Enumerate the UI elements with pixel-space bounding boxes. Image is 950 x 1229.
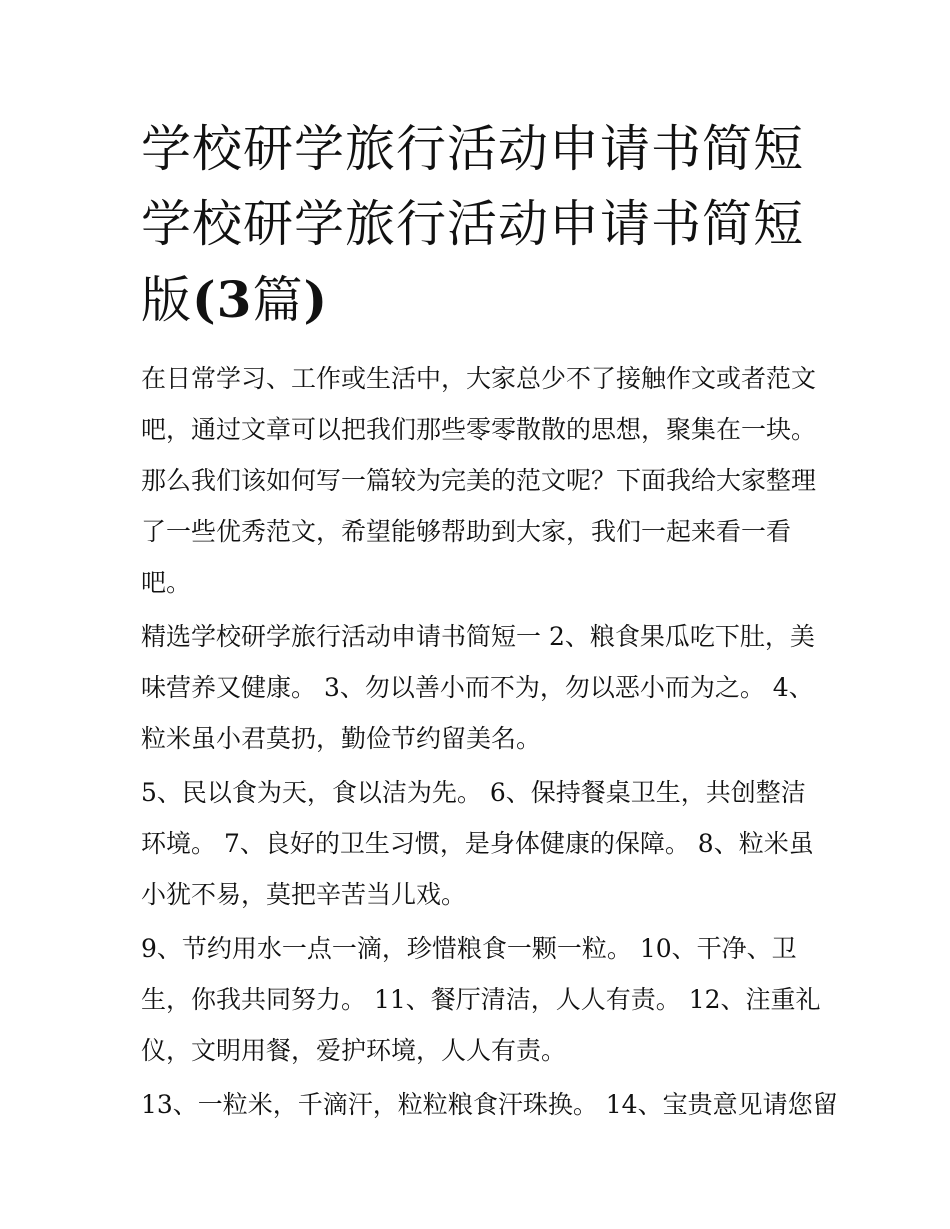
intro-paragraph [141, 353, 821, 608]
text-line: 环境。 7、良好的卫生习惯，是身体健康的保障。 8、粒米虽 [141, 829, 814, 858]
text-line: 精选学校研学旅行活动申请书简短一 2、粮食果瓜吃下肚，美 [141, 622, 815, 651]
document-title [141, 112, 821, 338]
text-line: 粒米虽小君莫扔，勤俭节约留美名。 [141, 724, 542, 753]
text-line: 生，你我共同努力。 11、餐厅清洁，人人有责。 12、注重礼 [141, 985, 821, 1014]
slogan-paragraph [141, 611, 821, 764]
text-line: 吧，通过文章可以把我们那些零零散散的思想，聚集在一块。 [141, 415, 817, 444]
text-line: 味营养又健康。 3、勿以善小而不为，勿以恶小而为之。 4、 [141, 673, 814, 702]
text-line: 吧。 [141, 568, 192, 597]
title-count: (3 [192, 270, 253, 329]
text-line: 那么我们该如何写一篇较为完美的范文呢？下面我给大家整理 [141, 466, 817, 495]
text-line: 9、节约用水一点一滴，珍惜粮食一颗一粒。 10、干净、卫 [141, 934, 797, 963]
text-line: 小犹不易，莫把辛苦当儿戏。 [141, 880, 467, 909]
text-line: 了一些优秀范文，希望能够帮助到大家，我们一起来看一看 [141, 517, 792, 546]
slogan-paragraph [141, 923, 821, 1076]
title-line: 学校研学旅行活动申请书简短 [141, 195, 804, 253]
text-line: 5、民以食为天，食以洁为先。 6、保持餐桌卫生，共创整洁 [141, 778, 806, 807]
title-text: 版 [141, 271, 192, 329]
text-line: 仪，文明用餐，爱护环境，人人有责。 [141, 1036, 567, 1065]
slogan-paragraph [141, 767, 821, 920]
title-line [141, 262, 821, 338]
text-line: 在日常学习、工作或生活中，大家总少不了接触作文或者范文 [141, 364, 817, 393]
title-line: 学校研学旅行活动申请书简短 [141, 120, 804, 178]
document-body [141, 353, 838, 1133]
text-line: 13、一粒米，千滴汗，粒粒粮食汗珠换。 14、宝贵意见请您留 [141, 1090, 838, 1119]
slogan-paragraph [141, 1079, 838, 1130]
title-text: ) [303, 270, 329, 329]
title-text: 篇 [252, 271, 304, 329]
